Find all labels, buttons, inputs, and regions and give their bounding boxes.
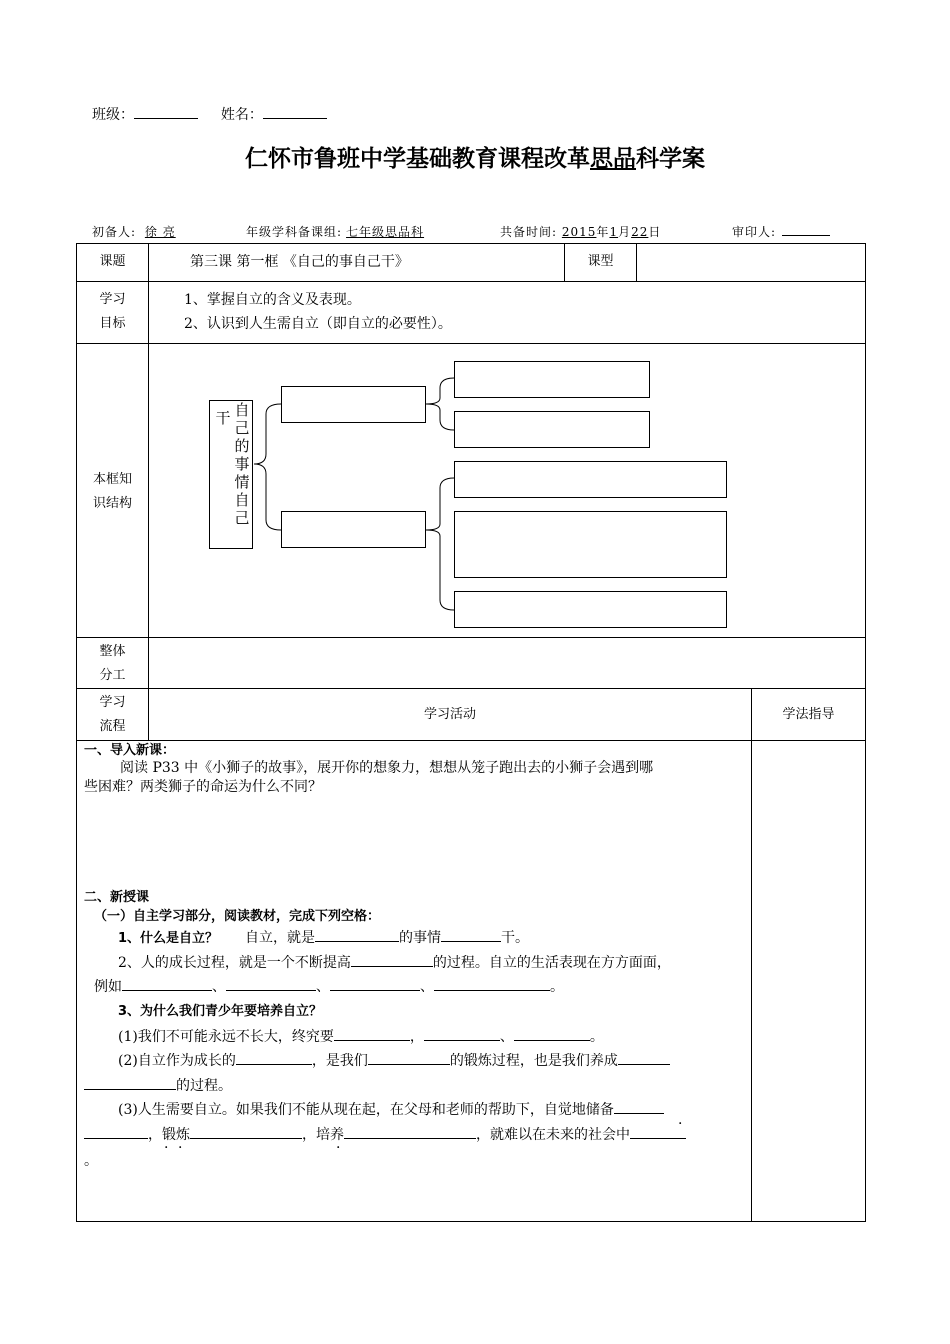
- emphasis-dot: ·: [178, 1140, 183, 1156]
- division-label-1: 整体: [99, 644, 126, 659]
- structure-root-col1: 干: [215, 409, 231, 427]
- reviewer-line: 审印人:: [732, 223, 830, 240]
- structure-level1-box-2[interactable]: [281, 511, 426, 548]
- question-3-3-end: 。: [84, 1153, 98, 1169]
- question-3-2: (2)自立作为成长的 ，是我们 的锻炼过程，也是我们养成: [118, 1050, 670, 1072]
- structure-level2-box-5[interactable]: [454, 591, 727, 628]
- q3-2-blank-3[interactable]: [618, 1050, 670, 1065]
- structure-root-col2: 自己的事情自己: [234, 401, 250, 527]
- q2-blank-5[interactable]: [434, 976, 550, 991]
- q3-2-blank-4[interactable]: [84, 1075, 176, 1090]
- question-3-2-cont: 的过程。: [84, 1075, 232, 1097]
- section-2-heading: 二、新授课: [84, 890, 150, 905]
- q3-3-blank-2[interactable]: [84, 1124, 148, 1139]
- question-2-line-2: 例如 、 、 、 。: [94, 976, 564, 998]
- q3-3-blank-3[interactable]: [190, 1124, 302, 1139]
- section-1-text-1: 阅读 P33 中《小狮子的故事》，展开你的想象力，想想从笼子跑出去的小狮子会遇到哪: [120, 760, 654, 776]
- structure-level2-box-3[interactable]: [454, 461, 727, 498]
- guide-header: 学法指导: [782, 707, 835, 722]
- preparer-name: 徐 亮: [144, 225, 176, 239]
- question-3-heading: 3、为什么我们青少年要培养自立？: [118, 1004, 323, 1019]
- division-label-2: 分工: [99, 668, 126, 683]
- activity-content: [84, 742, 748, 797]
- q3-1-blank-2[interactable]: [424, 1026, 500, 1041]
- meta-line: 初备人: 徐 亮: [92, 225, 176, 239]
- q1-blank-2[interactable]: [441, 927, 501, 942]
- flow-label-1: 学习: [99, 695, 126, 710]
- section-1-text-2: 些困难？两类狮子的命运为什么不同？: [84, 779, 322, 795]
- page-title: 仁怀市鲁班中学基础教育课程改革思品科学案: [245, 146, 705, 172]
- q3-2-blank-2[interactable]: [368, 1050, 450, 1065]
- emphasis-dot: ·: [336, 1140, 341, 1156]
- activity-header: 学习活动: [423, 707, 476, 722]
- q3-3-blank-1[interactable]: [614, 1099, 664, 1114]
- type-label: 课型: [587, 254, 614, 269]
- question-3-1: (1)我们不可能永远不长大，终究要 ， 、 。: [118, 1026, 604, 1048]
- question-3-3-cont: ，锻炼 ，培养 ，就难以在未来的社会中: [84, 1124, 686, 1146]
- structure-label-1: 本框知: [92, 472, 132, 487]
- topic-label: 课题: [99, 254, 126, 269]
- q3-2-blank-1[interactable]: [236, 1050, 312, 1065]
- q3-1-blank-1[interactable]: [334, 1026, 410, 1041]
- name-label: 姓名：: [220, 107, 263, 123]
- group-line: 年级学科备课组: 七年级思品科: [246, 225, 425, 239]
- emphasis-dot: ·: [164, 1140, 169, 1156]
- q3-3-blank-4[interactable]: [344, 1124, 476, 1139]
- topic-value: 第三课 第一框 《自己的事自己干》: [190, 254, 409, 270]
- q2-blank-1[interactable]: [351, 952, 433, 967]
- structure-level2-box-1[interactable]: [454, 361, 650, 398]
- q3-1-blank-3[interactable]: [514, 1026, 590, 1041]
- flow-label-2: 流程: [99, 719, 126, 734]
- q2-blank-4[interactable]: [330, 976, 420, 991]
- structure-level2-box-4[interactable]: [454, 511, 727, 578]
- goals-label-1: 学习: [99, 292, 126, 307]
- goal-2: 2、认识到人生需自立（即自立的必要性）。: [184, 316, 452, 332]
- section-1-heading: 一、导入新课：: [84, 743, 176, 758]
- question-3-3: (3)人生需要自立。如果我们不能从现在起，在父母和老师的帮助下，自觉地储备: [118, 1099, 664, 1121]
- q1-blank-1[interactable]: [315, 927, 399, 942]
- time-line: 共备时间: 2015年1月22日: [500, 225, 662, 239]
- emphasis-dot: ·: [678, 1116, 683, 1132]
- goal-1: 1、掌握自立的含义及表现。: [184, 292, 361, 308]
- structure-level2-box-2[interactable]: [454, 411, 650, 448]
- goals-label-2: 目标: [99, 316, 126, 331]
- question-2-line-1: 2、人的成长过程，就是一个不断提高 的过程。自立的生活表现在方方面面，: [118, 952, 671, 974]
- group-name: 七年级思品科: [346, 225, 425, 239]
- question-1: 1、什么是自立？ 自立，就是 的事情 干。: [118, 927, 529, 950]
- q2-blank-3[interactable]: [226, 976, 316, 991]
- structure-label-2: 识结构: [92, 496, 132, 511]
- section-2-subheading: （一）自主学习部分，阅读教材，完成下列空格：: [94, 909, 381, 924]
- q2-blank-2[interactable]: [122, 976, 212, 991]
- class-label: 班级：: [92, 107, 134, 123]
- structure-level1-box-1[interactable]: [281, 386, 426, 423]
